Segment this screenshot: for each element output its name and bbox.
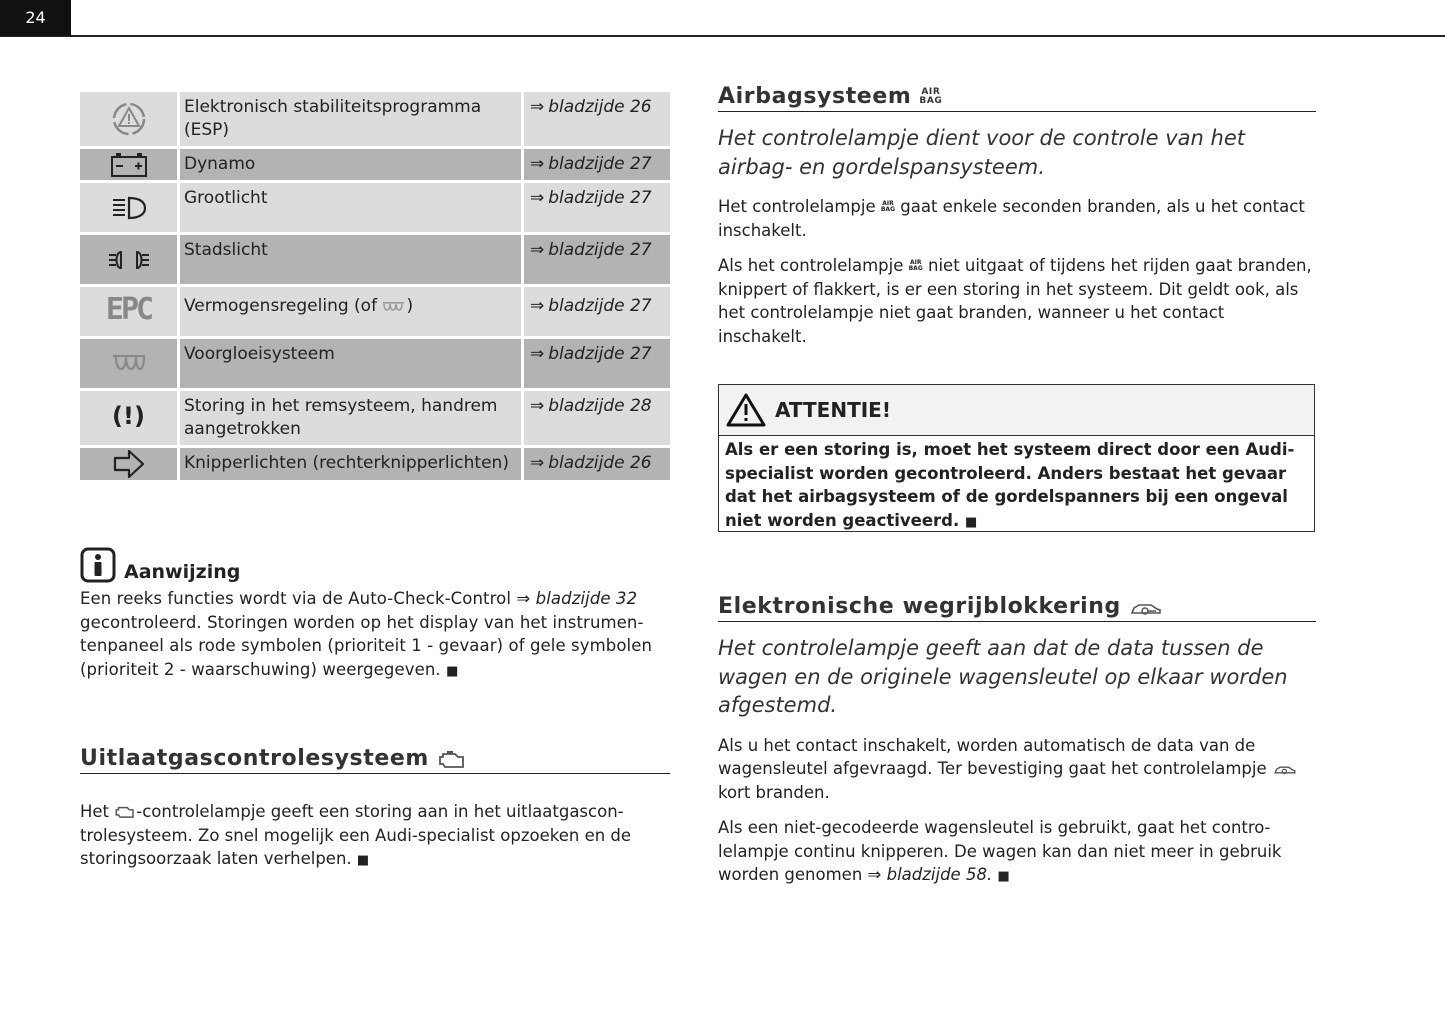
immobilizer-car-key-icon: [1129, 599, 1163, 619]
info-icon: [80, 547, 116, 583]
engine-icon: [437, 749, 467, 771]
airbag-paragraph: Het controlelampje AIR BAG gaat enkele seconden branden, als u het contact inschakelt.: [718, 197, 1305, 240]
page-reference[interactable]: bladzijde 58.: [886, 865, 993, 884]
table-row: [80, 390, 670, 447]
exhaust-text: Het -controlelampje geeft een storing aan in het uitlaatgascontrolesysteem. Zo snel mogelijk een Audi-specialist opzoeken en de storingsoorzaak laten verhelpen. ■: [80, 802, 632, 868]
warning-triangle-icon: [725, 392, 767, 428]
end-mark: ■: [997, 869, 1010, 884]
page-reference[interactable]: ⇒ bladzijde 28: [523, 390, 671, 447]
turn-signal-icon: [111, 448, 147, 480]
page-header: [0, 0, 1445, 37]
page-reference[interactable]: ⇒ bladzijde 27: [523, 148, 671, 182]
immobilizer-paragraph: Als u het contact inschakelt, worden automatisch de data van de wagensleutel afgevraagd. Ter bevestiging gaat het controlelampje kort branden.: [718, 734, 1316, 805]
lamp-label: Grootlicht: [179, 182, 523, 234]
lamp-label: Storing in het remsysteem, handrem aangetrokken: [179, 390, 523, 447]
exhaust-section: [80, 746, 670, 873]
end-mark: ■: [446, 663, 459, 679]
section-title: Uitlaatgascontrolesysteem: [80, 746, 670, 774]
airbag-badge-icon: AIR BAG: [919, 87, 943, 106]
page-reference[interactable]: ⇒ bladzijde 26: [523, 447, 671, 482]
immobilizer-paragraph: Als een niet-gecodeerde wagensleutel is gebruikt, gaat het controlelampje continu knipperen. De wagen kan dan niet meer in gebruik worden genomen ⇒ bladzijde 58. ■: [718, 818, 1282, 884]
page-reference[interactable]: ⇒ bladzijde 27: [523, 182, 671, 234]
table-row: [80, 447, 670, 482]
end-mark: ■: [356, 853, 370, 868]
airbag-section: [718, 84, 1316, 360]
brake-icon: (!): [112, 402, 145, 430]
table-row: [80, 148, 670, 182]
table-row: EPC Vermogensregeling (of ) ⇒ bladzijde 27: [80, 286, 670, 338]
immobilizer-lead: Het controlelampje geeft aan dat de data tussen de wagen en de originele wagensleutel op elkaar worden afgestemd.: [718, 636, 1288, 717]
table-row: [80, 234, 670, 286]
lamp-label: Stadslicht: [179, 234, 523, 286]
table-row: [80, 182, 670, 234]
note-text: Een reeks functies wordt via de Auto-Check-Control ⇒ bladzijde 32 gecontroleerd. Storingen worden op het display van het instrumentenpaneel als rode symbolen (prioriteit 1 - gevaar) of gele symbolen (prioriteit 2 - waarschuwing) weergegeven. ■: [80, 589, 653, 679]
immobilizer-car-key-icon: [1272, 763, 1298, 777]
page-reference[interactable]: bladzijde 32: [535, 589, 638, 608]
page-number: 24: [0, 0, 71, 36]
high-beam-icon: [109, 193, 149, 223]
warning-title: ATTENTIE!: [775, 398, 891, 422]
lamp-label: Dynamo: [179, 148, 523, 182]
epc-icon: EPC: [105, 291, 152, 327]
warning-text: Als er een storing is, moet het systeem direct door een Audi-specialist worden gecontroleerd. Anders bestaat het gevaar dat het airbagsysteem of de gordelspanners bij een ongeval niet worden geactiveerd. ■: [725, 440, 1295, 530]
airbag-badge-icon: AIR BAG: [880, 200, 896, 213]
page-reference[interactable]: ⇒ bladzijde 27: [523, 286, 671, 338]
warning-box: [718, 384, 1315, 532]
warning-lamp-table: [80, 92, 670, 483]
airbag-paragraph: Als het controlelampje AIR BAG niet uitgaat of tijdens het rijden gaat branden, knippert of flakkert, is er een storing in het systeem. Dit geldt ook, als het controlelampje niet gaat branden, wanneer u het contact inschakelt.: [718, 256, 1312, 346]
table-row: [80, 338, 670, 390]
table-row: [80, 92, 670, 148]
section-title: Elektronische wegrijblokkering: [718, 594, 1316, 622]
battery-icon: [109, 150, 149, 180]
lamp-label: Knipperlichten (rechterknipperlichten): [179, 447, 523, 482]
parking-light-icon: [107, 245, 151, 275]
end-mark: ■: [965, 514, 978, 530]
lamp-label: Elektronisch stabiliteitsprogramma (ESP): [179, 92, 523, 148]
glow-plug-icon: [382, 300, 406, 314]
engine-icon: [114, 804, 136, 820]
immobilizer-section: [718, 594, 1316, 901]
airbag-badge-icon: AIR BAG: [908, 259, 923, 272]
page-reference[interactable]: ⇒ bladzijde 27: [523, 234, 671, 286]
lamp-label: Voorgloeisysteem: [179, 338, 523, 390]
esp-icon: [109, 99, 149, 139]
page-reference[interactable]: ⇒ bladzijde 27: [523, 338, 671, 390]
glow-plug-icon: [107, 351, 151, 377]
section-title: Airbagsysteem AIR BAG: [718, 84, 1316, 112]
airbag-lead: Het controlelampje dient voor de controle van het airbag- en gordelspansysteem.: [718, 126, 1245, 179]
page-reference[interactable]: ⇒ bladzijde 26: [523, 92, 671, 148]
note-block: [80, 547, 670, 683]
note-title: Aanwijzing: [124, 561, 241, 583]
lamp-label: Vermogensregeling (of: [184, 296, 378, 316]
